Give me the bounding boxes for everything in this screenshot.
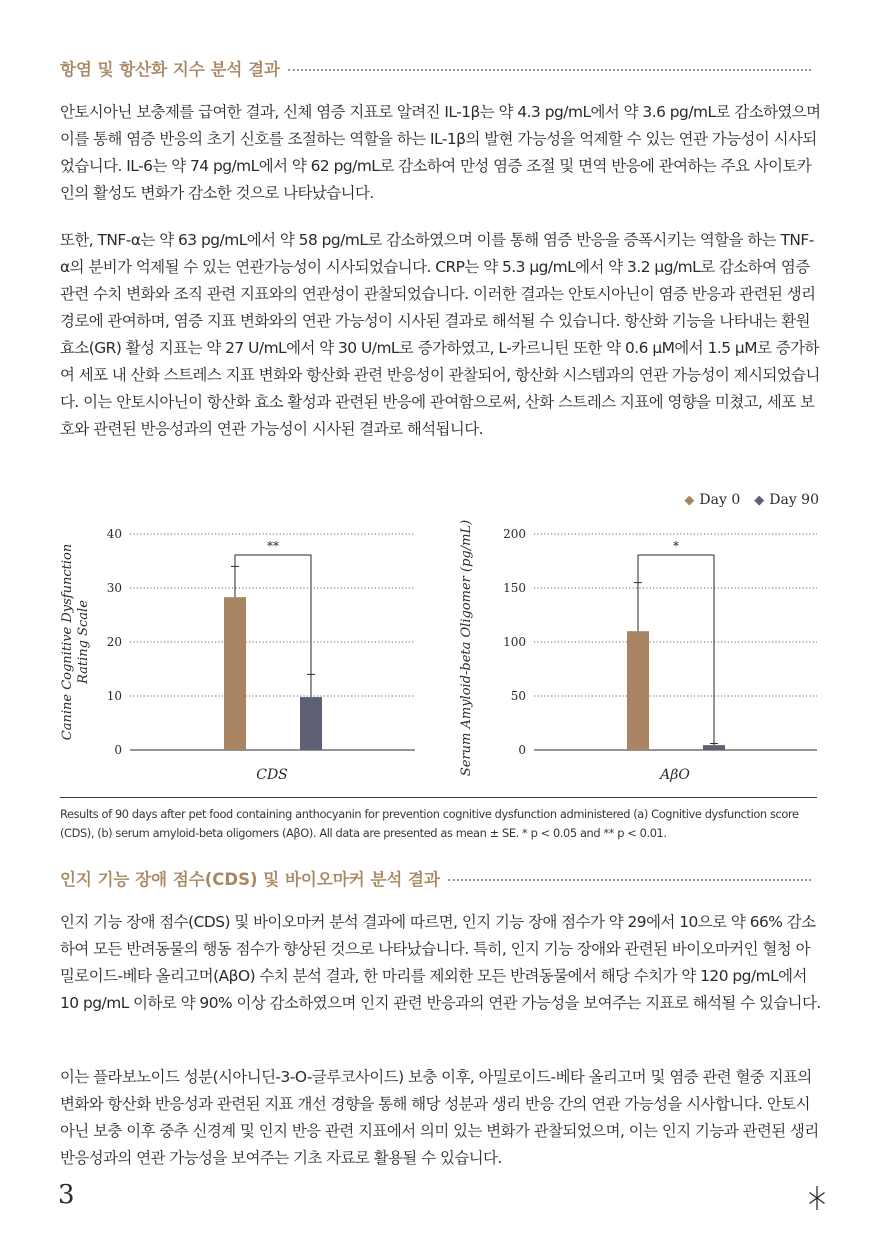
- bar-charts: [0, 515, 877, 795]
- legend-item-day90: [754, 492, 819, 508]
- legend-label: Day 90: [769, 492, 819, 508]
- significance-marker: **: [267, 539, 279, 553]
- significance-marker: *: [673, 539, 679, 553]
- caption-divider: [60, 797, 817, 798]
- y-axis-label-line2: Rating Scale: [76, 600, 91, 684]
- bar-day-0: [627, 631, 649, 750]
- y-tick-label: 200: [503, 527, 526, 541]
- dotted-leader: [448, 879, 811, 881]
- figure-caption: Results of 90 days after pet food containing anthocyanin for prevention cognitive dysfunction administered (a) Cognitive dysfunction score (CDS), (b) serum amyloid-beta oligomers (AβO). All data are presented as mean ± SE. * p < 0.05 and ** p < 0.01.: [60, 807, 799, 840]
- page-number: 3: [58, 1180, 75, 1210]
- y-tick-label: 100: [503, 635, 526, 649]
- legend-item-day0: [684, 492, 740, 508]
- bar-day-90: [703, 745, 725, 750]
- y-tick-label: 40: [106, 527, 122, 541]
- diamond-icon: ◆: [754, 492, 765, 508]
- y-tick-label: 150: [503, 581, 526, 595]
- y-tick-label: 30: [106, 581, 122, 595]
- paragraph-cds-2: 이는 플라보노이드 성분(시아니딘-3-O-글루코사이드) 보충 이후, 아밀로이드-베타 올리고머 및 염증 관련 혈중 지표의 변화와 항산화 반응성과 관련된 지표 개선 경향을 통해 해당 성분과 생리 반응 간의 연관 가능성을 시사합니다. 안토시아닌 보충 이후 중추 신경계 및 인지 반응 관련 지표에서 의미 있는 변화가 관찰되었으며, 이는 인지 기능과 관련된 생리 반응성과의 연관 가능성을 보여주는 기초 자료로 활용될 수 있습니다.: [60, 1068, 819, 1167]
- y-axis-label-line1: Canine Cognitive Dysfunction: [60, 543, 75, 741]
- x-axis-label: CDS: [256, 767, 288, 783]
- paragraph-inflammation-1: 안토시아닌 보충제를 급여한 결과, 신체 염증 지표로 알려진 IL-1β는 약 4.3 pg/mL에서 약 3.6 pg/mL로 감소하였으며 이를 통해 염증 반응의 초기 신호를 조절하는 역할을 하는 IL-1β의 발현 가능성을 억제할 수 있는 연관 가능성이 시사되었습니다. IL-6는 약 74 pg/mL에서 약 62 pg/mL로 감소하여 만성 염증 조절 및 면역 반응에 관여하는 주요 사이토카인의 활성도 변화가 감소한 것으로 나타났습니다.: [60, 103, 821, 202]
- dotted-leader: [288, 69, 811, 71]
- asterisk-star-icon: [807, 1185, 827, 1211]
- y-tick-label: 0: [518, 743, 526, 757]
- diamond-icon: ◆: [684, 492, 695, 508]
- section-heading-inflammation: [60, 56, 811, 80]
- paragraph-inflammation-2: 또한, TNF-α는 약 63 pg/mL에서 약 58 pg/mL로 감소하였으며 이를 통해 염증 반응을 증폭시키는 역할을 하는 TNF-α의 분비가 억제될 수 있는 연관가능성이 시사되었습니다. CRP는 약 5.3 μg/mL에서 약 3.2 μg/mL로 감소하여 염증 관련 수치 변화와 조직 관련 지표와의 연관성이 관찰되었습니다. 이러한 결과는 안토시아닌이 염증 반응과 관련된 생리 경로에 관여하며, 염증 지표 변화와의 연관 가능성이 시사된 결과로 해석될 수 있습니다. 항산화 기능을 나타내는 환원효소(GR) 활성 지표는 약 27 U/mL에서 약 30 U/mL로 증가하였고, L-카르니틴 또한 약 0.6 μM에서 1.5 μM로 증가하여 세포 내 산화 스트레스 지표 변화와 항산화 관련 반응성이 관찰되어, 항산화 시스템과의 연관 가능성이 제시되었습니다. 이는 안토시아닌이 항산화 효소 활성과 관련된 반응에 관여함으로써, 산화 스트레스 지표에 영향을 미쳤고, 세포 보호와 관련된 반응성과의 연관 가능성이 시사된 결과로 해석됩니다.: [60, 231, 820, 438]
- significance-bracket: [638, 555, 714, 744]
- bar-day-90: [300, 697, 322, 750]
- chart-legend: [684, 492, 819, 508]
- x-axis-label: AβO: [660, 767, 690, 783]
- section-title: 인지 기능 장애 점수(CDS) 및 바이오마커 분석 결과: [60, 870, 440, 889]
- significance-bracket: [235, 555, 311, 674]
- y-tick-label: 10: [106, 689, 122, 703]
- y-tick-label: 0: [114, 743, 122, 757]
- bar-day-0: [224, 597, 246, 750]
- section-heading-cds: [60, 866, 811, 890]
- paragraph-cds-1: 인지 기능 장애 점수(CDS) 및 바이오마커 분석 결과에 따르면, 인지 기능 장애 점수가 약 29에서 10으로 약 66% 감소하여 모든 반려동물의 행동 점수가 향상된 것으로 나타났습니다. 특히, 인지 기능 장애와 관련된 바이오마커인 혈청 아밀로이드-베타 올리고머(AβO) 수치 분석 결과, 한 마리를 제외한 모든 반려동물에서 해당 수치가 약 120 pg/mL에서 10 pg/mL 이하로 약 90% 이상 감소하였으며 인지 관련 반응과의 연관 가능성을 보여주는 지표로 해석될 수 있습니다.: [60, 913, 821, 1012]
- y-tick-label: 50: [510, 689, 526, 703]
- y-axis-label: Serum Amyloid-beta Oligomer (pg/mL): [459, 519, 474, 777]
- section-title: 항염 및 항산화 지수 분석 결과: [60, 60, 280, 79]
- legend-label: Day 0: [699, 492, 741, 508]
- y-tick-label: 20: [106, 635, 122, 649]
